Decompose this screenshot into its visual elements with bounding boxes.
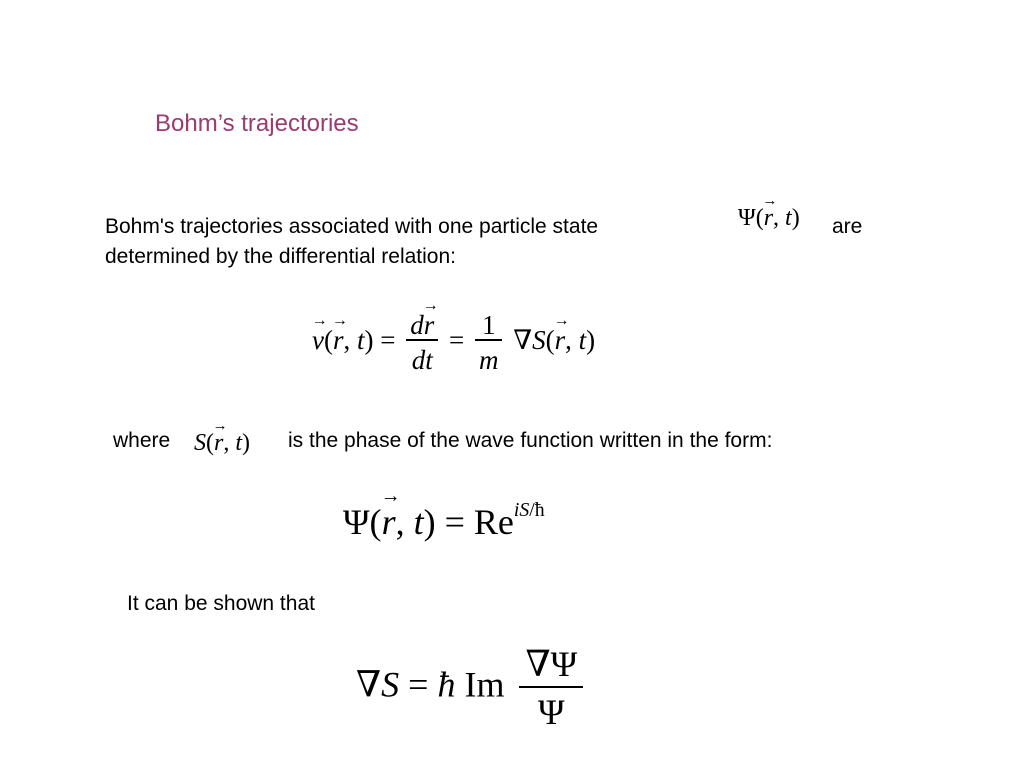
slide-title: Bohm’s trajectories [155,110,359,137]
formula-velocity: v → (r → , t) = dr → dt = $\frac{1}{m}$ ∇S(r → , t) [311,297,596,375]
formula-wave-form: Ψ(r → , $t) = Re^{iS/ħ}$ [343,485,545,542]
intro-line-2: determined by the differential relation: [105,245,456,268]
where-rest: is the phase of the wave function written in the form: [288,429,773,452]
where-label: where [113,429,171,452]
formula-psi-state: Ψ(r → , t) [738,193,800,231]
intro-line-1-end: are [832,215,863,238]
intro-line-1-start: Bohm's trajectories associated with one particle state [105,215,599,238]
formula-phase-s: S(r → , t) [194,418,251,456]
shown-text: It can be shown that [127,592,315,615]
formula-grad-s: ∇S = ħ Im $\frac{\nabla\Psi}{\Psi}$ [356,646,583,730]
